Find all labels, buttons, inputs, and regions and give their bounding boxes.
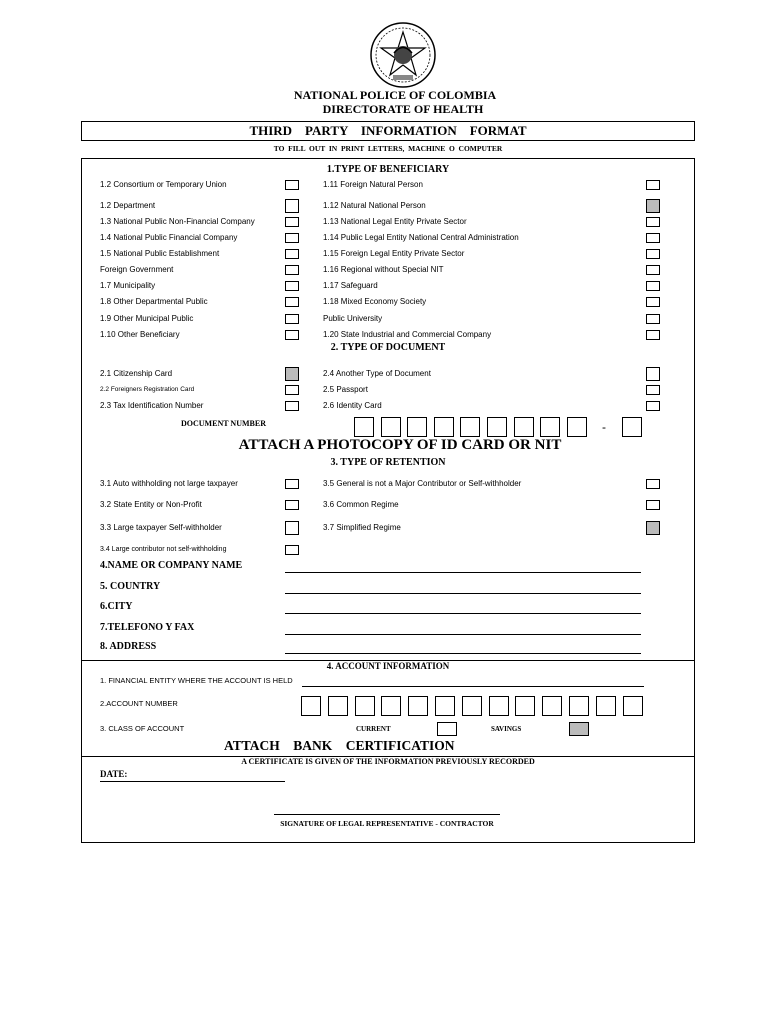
current-label: CURRENT [356,725,391,733]
option-label: 1.3 National Public Non-Financial Company [100,217,255,226]
option-label: 1.20 State Industrial and Commercial Company [323,330,492,339]
date-label: DATE: [100,769,128,779]
attach-id-notice: ATTACH A PHOTOCOPY OF ID CARD OR NIT [238,437,562,453]
document-number-label: DOCUMENT NUMBER [181,419,266,428]
option-label: 2.3 Tax Identification Number [100,401,204,410]
option-label: 1.12 Natural National Person [323,201,426,210]
option-label: 3.2 State Entity or Non-Profit [100,500,202,509]
document-number-digit[interactable] [567,417,587,437]
option-checkbox[interactable] [646,217,660,227]
option-label: 2.1 Citizenship Card [100,369,173,378]
option-label: 1.9 Other Municipal Public [100,314,194,323]
option-label: 2.5 Passport [323,385,368,394]
option-label: 1.8 Other Departmental Public [100,297,208,306]
option-label: 1.2 Department [100,201,156,210]
option-label: 3.7 Simplified Regime [323,523,401,532]
option-checkbox[interactable] [646,233,660,243]
document-number-digit[interactable] [514,417,534,437]
beneficiary-heading: 1.TYPE OF BENEFICIARY [326,164,450,175]
attach-bank-notice: ATTACH BANK CERTIFICATION [224,738,455,753]
option-label: 3.3 Large taxpayer Self-withholder [100,523,222,532]
certificate-statement: A CERTIFICATE IS GIVEN OF THE INFORMATION PREVIOUSLY RECORDED [241,757,535,766]
option-label: 1.15 Foreign Legal Entity Private Sector [323,249,465,258]
account-number-digit[interactable] [435,696,455,716]
document-number-digit[interactable] [381,417,401,437]
account-number-digit[interactable] [542,696,562,716]
option-label: Foreign Government [100,265,174,274]
phone-field[interactable] [285,634,641,635]
address-field[interactable] [285,653,641,654]
option-label: 1.16 Regional without Special NIT [323,265,444,274]
retention-heading: 3. TYPE OF RETENTION [330,457,446,468]
document-heading: 2. TYPE OF DOCUMENT [330,342,446,353]
option-label: 1.13 National Legal Entity Private Sector [323,217,467,226]
option-label: 1.18 Mixed Economy Society [323,297,427,306]
account-number-digit[interactable] [623,696,643,716]
option-checkbox[interactable] [646,180,660,190]
option-checkbox[interactable] [285,233,299,243]
option-checkbox[interactable] [646,479,660,489]
financial-entity-field[interactable] [302,686,644,687]
option-checkbox[interactable] [285,521,299,535]
document-number-digit[interactable] [487,417,507,437]
document-number-digit[interactable] [354,417,374,437]
address-label: 8. ADDRESS [100,641,157,652]
savings-label: SAVINGS [491,725,522,733]
account-class-label: 3. CLASS OF ACCOUNT [100,724,185,733]
police-emblem-icon [368,20,438,90]
option-checkbox[interactable] [285,265,299,275]
option-checkbox[interactable] [285,281,299,291]
account-number-label: 2.ACCOUNT NUMBER [100,699,178,708]
city-label: 6.CITY [100,601,133,612]
option-checkbox[interactable] [285,314,299,324]
option-checkbox[interactable] [646,249,660,259]
account-number-digit[interactable] [381,696,401,716]
option-label: 1.2 Consortium or Temporary Union [100,180,227,189]
phone-label: 7.TELEFONO Y FAX [100,622,195,633]
option-label: 1.14 Public Legal Entity National Central Administration [323,233,519,242]
savings-account-checkbox[interactable] [569,722,589,736]
financial-entity-label: 1. FINANCIAL ENTITY WHERE THE ACCOUNT IS HELD [100,676,293,685]
account-number-digit[interactable] [489,696,509,716]
form-title: THIRD PARTY INFORMATION FORMAT [249,123,527,138]
directorate-name: DIRECTORATE OF HEALTH [322,102,484,116]
option-label: 1.17 Safeguard [323,281,378,290]
option-checkbox[interactable] [285,297,299,307]
document-number-dash: - [602,420,606,434]
option-checkbox[interactable] [646,199,660,213]
option-label: 1.7 Municipality [100,281,156,290]
option-checkbox[interactable] [646,265,660,275]
option-label: 2.2 Foreigners Registration Card [100,386,195,393]
account-number-digit[interactable] [515,696,535,716]
option-label: 1.4 National Public Financial Company [100,233,238,242]
account-number-digit[interactable] [596,696,616,716]
account-number-digit[interactable] [462,696,482,716]
account-number-digit[interactable] [355,696,375,716]
current-account-checkbox[interactable] [437,722,457,736]
option-checkbox[interactable] [285,500,299,510]
city-field[interactable] [285,613,641,614]
signature-label: SIGNATURE OF LEGAL REPRESENTATIVE - CONTRACTOR [280,819,494,828]
country-field[interactable] [285,593,641,594]
option-label: 1.10 Other Beneficiary [100,330,180,339]
option-checkbox[interactable] [285,217,299,227]
option-checkbox[interactable] [646,314,660,324]
option-checkbox[interactable] [646,385,660,395]
document-number-digit[interactable] [460,417,480,437]
account-number-digit[interactable] [301,696,321,716]
option-checkbox[interactable] [285,249,299,259]
option-label: Public University [323,314,383,323]
option-checkbox[interactable] [646,500,660,510]
institution-name: NATIONAL POLICE OF COLOMBIA [293,88,497,102]
option-checkbox[interactable] [285,479,299,489]
option-label: 1.5 National Public Establishment [100,249,220,258]
option-label: 1.11 Foreign Natural Person [323,180,423,189]
signature-line[interactable] [274,814,500,815]
option-checkbox[interactable] [646,297,660,307]
account-number-digit[interactable] [569,696,589,716]
document-number-digit[interactable] [540,417,560,437]
option-label: 2.6 Identity Card [323,401,382,410]
option-label: 3.1 Auto withholding not large taxpayer [100,479,238,488]
option-checkbox[interactable] [646,330,660,340]
option-checkbox[interactable] [285,199,299,213]
account-heading: 4. ACCOUNT INFORMATION [326,661,450,671]
option-checkbox[interactable] [646,281,660,291]
account-number-digit[interactable] [328,696,348,716]
fill-instructions: TO FILL OUT IN PRINT LETTERS, MACHINE O COMPUTER [273,144,503,153]
option-label: 3.6 Common Regime [323,500,399,509]
option-checkbox[interactable] [285,180,299,190]
account-number-digit[interactable] [408,696,428,716]
document-check-digit[interactable] [622,417,642,437]
date-field[interactable] [100,781,285,782]
option-checkbox[interactable] [646,401,660,411]
name-field[interactable] [285,572,641,573]
country-label: 5. COUNTRY [100,581,161,592]
option-label: 3.5 General is not a Major Contributor or Self-withholder [323,479,522,488]
option-checkbox[interactable] [285,545,299,555]
option-label: 3.4 Large contributor not self-withholding [100,546,227,553]
option-checkbox[interactable] [285,330,299,340]
option-checkbox[interactable] [285,401,299,411]
option-checkbox[interactable] [285,385,299,395]
name-label: 4.NAME OR COMPANY NAME [100,560,243,571]
option-checkbox[interactable] [646,367,660,381]
document-number-digit[interactable] [434,417,454,437]
option-label: 2.4 Another Type of Document [323,369,431,378]
option-checkbox[interactable] [646,521,660,535]
option-checkbox[interactable] [285,367,299,381]
document-number-digit[interactable] [407,417,427,437]
